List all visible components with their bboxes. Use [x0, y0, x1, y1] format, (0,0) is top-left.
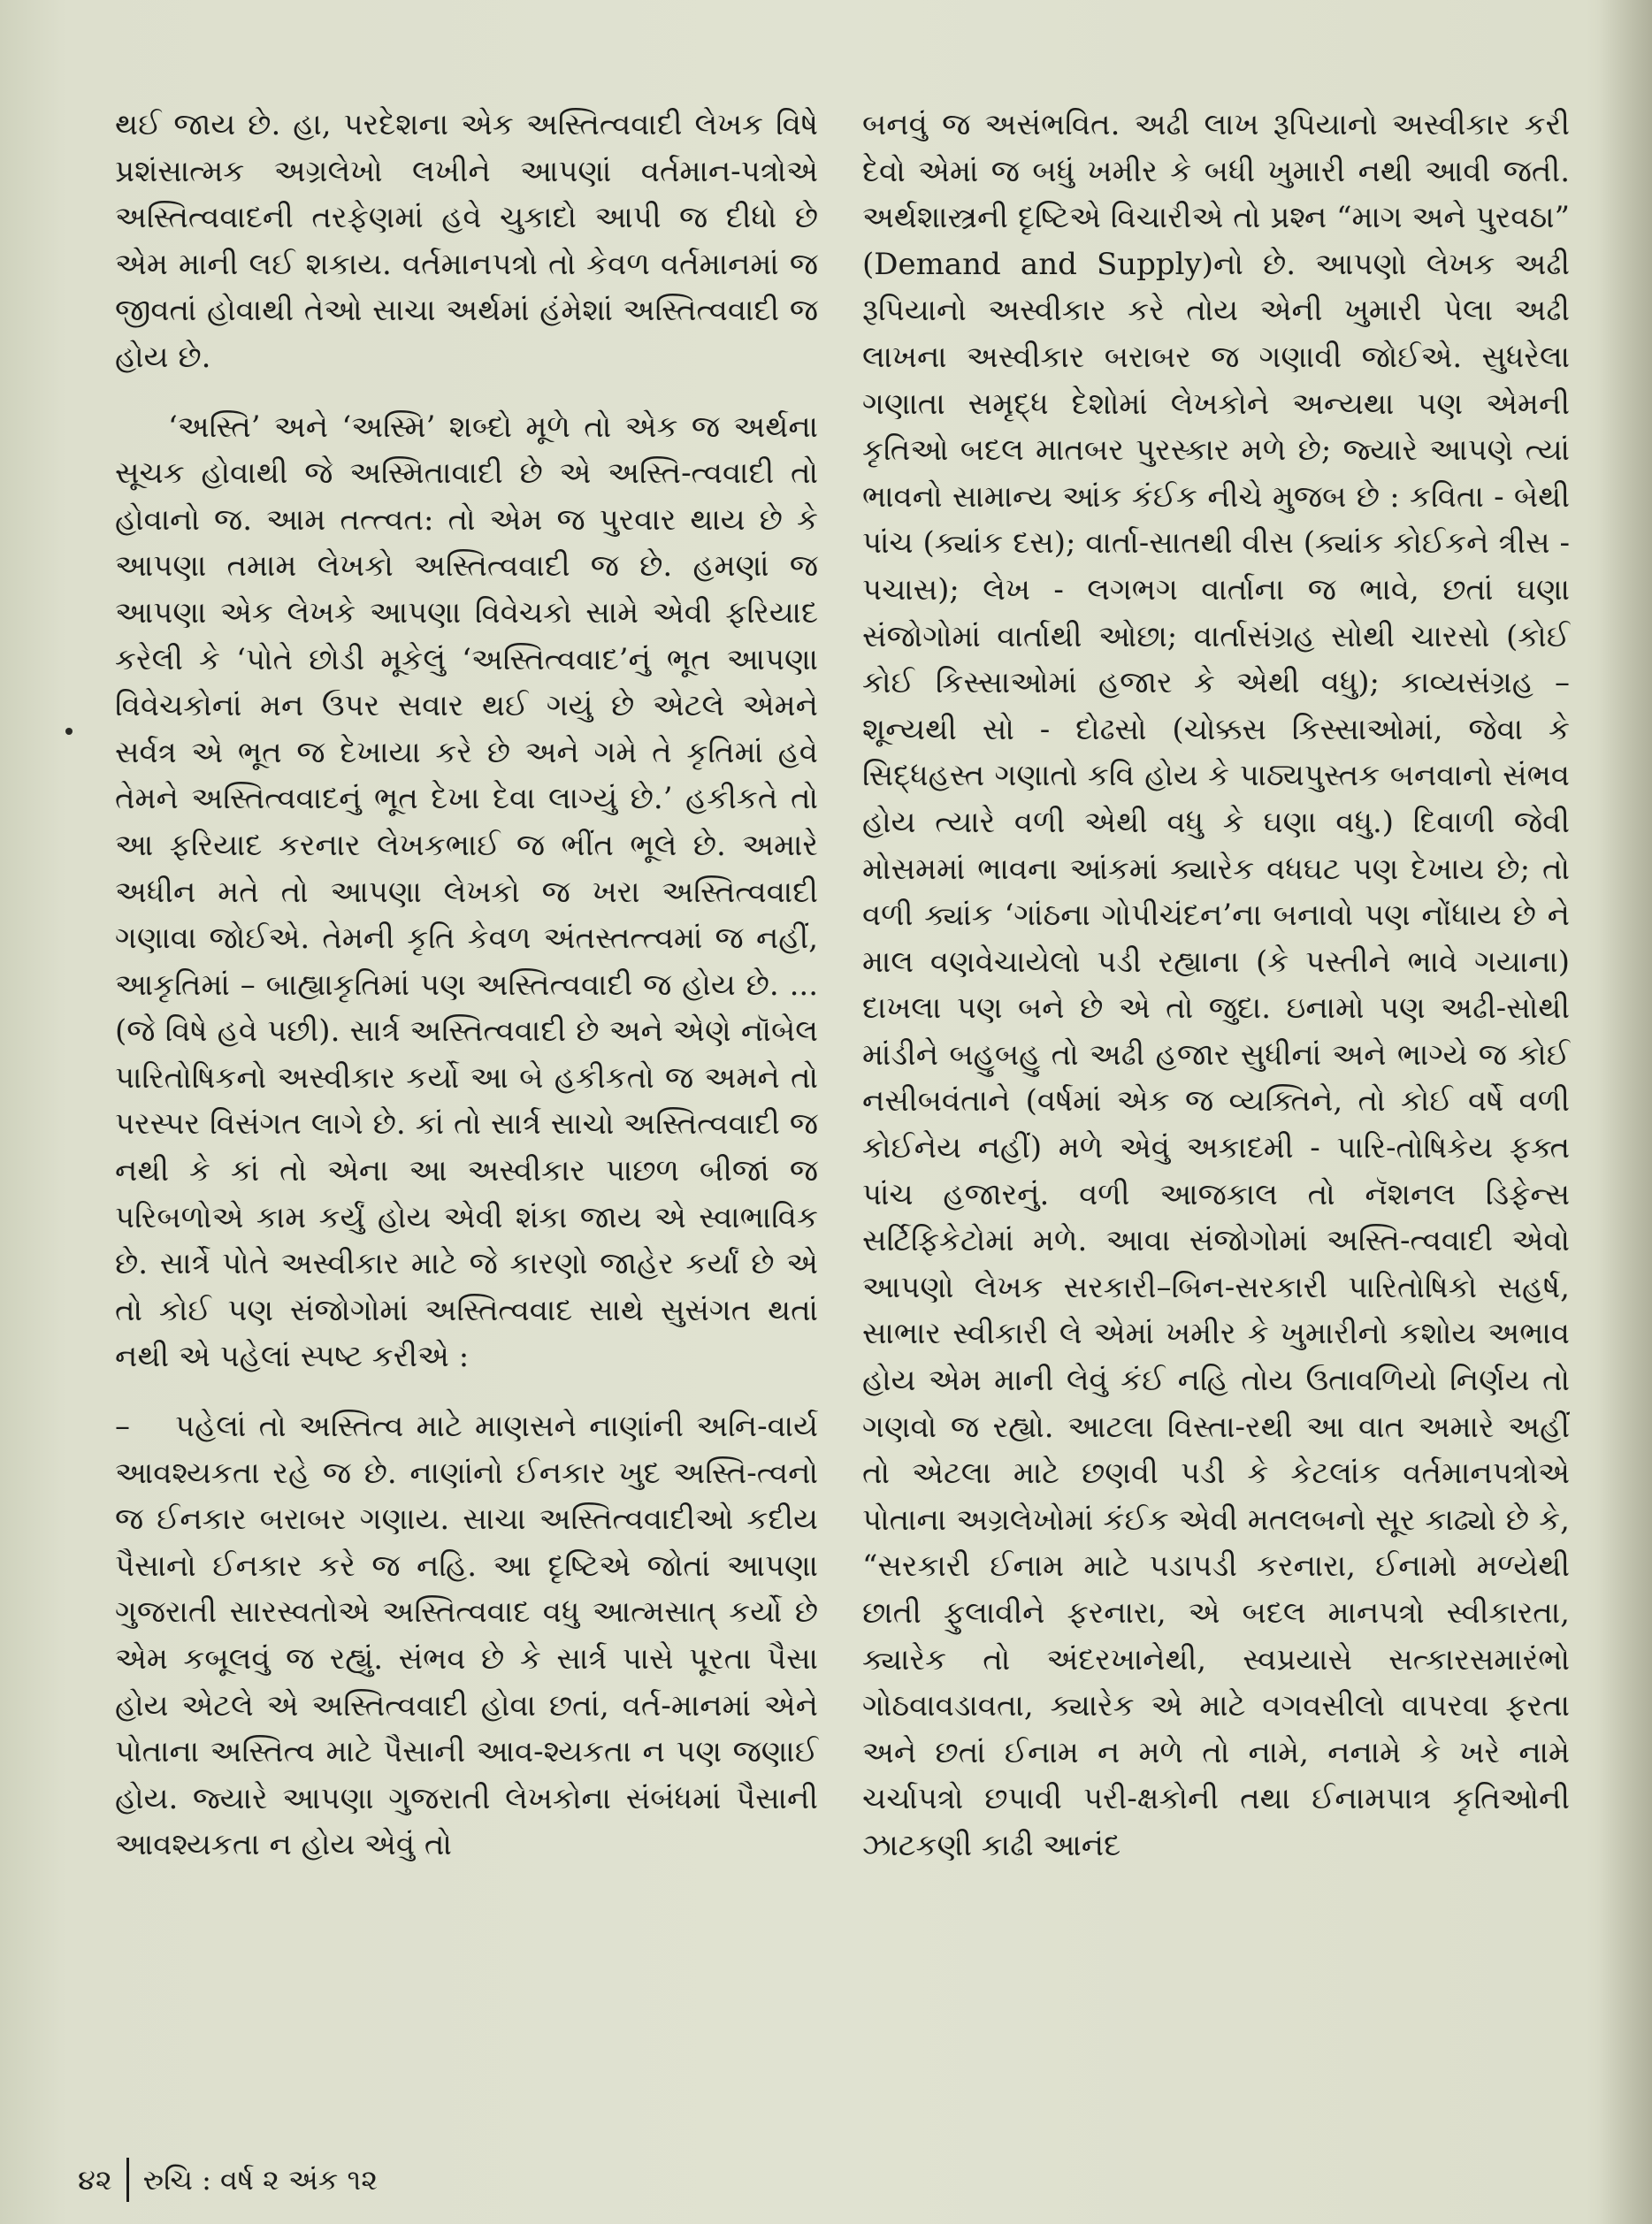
right-column	[862, 102, 1570, 1869]
list-dash: –	[115, 1409, 130, 1445]
right-paragraph-1: બનવું જ અસંભવિત. અઢી લાખ રૂપિયાનો અસ્વીકાર કરી દેવો એમાં જ બધું ખમીર કે બધી ખુમારી નથી આવી જતી. અર્થશાસ્ત્રની દૃષ્ટિએ વિચારીએ તો પ્રશ્ન “માગ અને પુરવઠા” (Demand and Supply)નો છે. આપણો લેખક અઢી રૂપિયાનો અસ્વીકાર કરે તોય એની ખુમારી પેલા અઢી લાખના અસ્વીકાર બરાબર જ ગણાવી જોઈએ. સુધરેલા ગણાતા સમૃદ્ધ દેશોમાં લેખકોને અન્યથા પણ એમની કૃતિઓ બદલ માતબર પુરસ્કાર મળે છે; જ્યારે આપણે ત્યાં ભાવનો સામાન્ય આંક કંઈક નીચે મુજબ છે : કવિતા - બેથી પાંચ (ક્યાંક દસ); વાર્તા-સાતથી વીસ (ક્યાંક કોઈકને ત્રીસ - પચાસ); લેખ - લગભગ વાર્તાના જ ભાવે, છતાં ઘણા સંજોગોમાં વાર્તાથી ઓછા; વાર્તાસંગ્રહ સોથી ચારસો (કોઈ કોઈ કિસ્સાઓમાં હજાર કે એથી વધુ); કાવ્યસંગ્રહ – શૂન્યથી સો - દોઢસો (ચોક્કસ કિસ્સાઓમાં, જેવા કે સિદ્ધહસ્ત ગણાતો કવિ હોય કે પાઠ્યપુસ્તક બનવાનો સંભવ હોય ત્યારે વળી એથી વધુ કે ઘણા વધુ.) દિવાળી જેવી મોસમમાં ભાવના આંકમાં ક્યારેક વધઘટ પણ દેખાય છે; તો વળી ક્યાંક ‘ગાંઠના ગોપીચંદન’ના બનાવો પણ નોંધાય છે ને માલ વણવેચાયેલો પડી રહ્યાના (કે પસ્તીને ભાવે ગયાના) દાખલા પણ બને છે એ તો જુદા. ઇનામો પણ અઢી-સોથી માંડીને બહુબહુ તો અઢી હજાર સુધીનાં અને ભાગ્યે જ કોઈ નસીબવંતાને (વર્ષમાં એક જ વ્યક્તિને, તો કોઈ વર્ષે વળી કોઈનેય નહીં) મળે એવું અકાદમી - પારિ-તોષિકેય ફક્ત પાંચ હજારનું. વળી આજકાલ તો નૅશનલ ડિફેન્સ સર્ટિફિકેટોમાં મળે. આવા સંજોગોમાં અસ્તિ-ત્વવાદી એવો આપણો લેખક સરકારી–બિન-સરકારી પારિતોષિકો સહર્ષ, સાભાર સ્વીકારી લે એમાં ખમીર કે ખુમારીનો કશોય અભાવ હોય એમ માની લેવું કંઈ નહિ તોય ઉતાવળિયો નિર્ણય તો ગણવો જ રહ્યો. આટલા વિસ્તા-રથી આ વાત અમારે અહીં તો એટલા માટે છણવી પડી કે કેટલાંક વર્તમાનપત્રોએ પોતાના અગ્રલેખોમાં કંઈક એવી મતલબનો સૂર કાઢ્યો છે કે, “સરકારી ઈનામ માટે પડાપડી કરનારા, ઈનામો મળ્યેથી છાતી ફુલાવીને ફરનારા, એ બદલ માનપત્રો સ્વીકારતા, ક્યારેક તો અંદરખાનેથી, સ્વપ્રયાસે સત્કારસમારંભો ગોઠવાવડાવતા, ક્યારેક એ માટે વગવસીલો વાપરવા ફરતા અને છતાં ઈનામ ન મળે તો નામે, નનામે કે ખરે નામે ચર્ચાપત્રો છપાવી પરી-ક્ષકોની તથા ઈનામપાત્ર કૃતિઓની ઝાટકણી કાઢી આનંદ	[862, 107, 1570, 1863]
left-paragraph-3-text: પહેલાં તો અસ્તિત્વ માટે માણસને નાણાંની અનિ-વાર્ય આવશ્યકતા રહે જ છે. નાણાંનો ઈનકાર ખુદ અસ્તિ-ત્વનો જ ઈનકાર બરાબર ગણાય. સાચા અસ્તિત્વવાદીઓ કદીય પૈસાનો ઈનકાર કરે જ નહિ. આ દૃષ્ટિએ જોતાં આપણા ગુજરાતી સારસ્વતોએ અસ્તિત્વવાદ વધુ આત્મસાત્ કર્યો છે એમ કબૂલવું જ રહ્યું. સંભવ છે કે સાર્ત્ર પાસે પૂરતા પૈસા હોય એટલે એ અસ્તિત્વવાદી હોવા છતાં, વર્ત-માનમાં એને પોતાના અસ્તિત્વ માટે પૈસાની આવ-શ્યકતા ન પણ જણાઈ હોય. જ્યારે આપણા ગુજરાતી લેખકોના સંબંધમાં પૈસાની આવશ્યકતા ન હોય એવું તો	[115, 1409, 818, 1863]
left-paragraph-3	[115, 1403, 818, 1869]
footer-divider	[126, 2158, 129, 2202]
left-column	[115, 102, 818, 1869]
left-paragraph-2: ‘અસ્તિ’ અને ‘અસ્મિ’ શબ્દો મૂળે તો એક જ અર્થના સૂચક હોવાથી જે અસ્મિતાવાદી છે એ અસ્તિ-ત્વવાદી તો હોવાનો જ. આમ તત્ત્વત: તો એમ જ પુરવાર થાય છે કે આપણા તમામ લેખકો અસ્તિત્વવાદી જ છે. હમણાં જ આપણા એક લેખકે આપણા વિવેચકો સામે એવી ફરિયાદ કરેલી કે ‘પોતે છોડી મૂકેલું ‘અસ્તિત્વવાદ’નું ભૂત આપણા વિવેચકોનાં મન ઉપર સવાર થઈ ગયું છે એટલે એમને સર્વત્ર એ ભૂત જ દેખાયા કરે છે અને ગમે તે કૃતિમાં હવે તેમને અસ્તિત્વવાદનું ભૂત દેખા દેવા લાગ્યું છે.’ હકીકતે તો આ ફરિયાદ કરનાર લેખકભાઈ જ ભીંત ભૂલે છે. અમારે અધીન મતે તો આપણા લેખકો જ ખરા અસ્તિત્વવાદી ગણાવા જોઈએ. તેમની કૃતિ કેવળ અંતસ્તત્ત્વમાં જ નહીં, આકૃતિમાં – બાહ્યાકૃતિમાં પણ અસ્તિત્વવાદી જ હોય છે. ... (જે વિષે હવે પછી). સાર્ત્ર અસ્તિત્વવાદી છે અને એણે નૉબેલ પારિતોષિકનો અસ્વીકાર કર્યો આ બે હકીકતો જ અમને તો પરસ્પર વિસંગત લાગે છે. કાં તો સાર્ત્ર સાચો અસ્તિત્વવાદી જ નથી કે કાં તો એના આ અસ્વીકાર પાછળ બીજાં જ પરિબળોએ કામ કર્યું હોય એવી શંકા જાય એ સ્વાભાવિક છે. સાર્ત્રે પોતે અસ્વીકાર માટે જે કારણો જાહેર કર્યાં છે એ તો કોઈ પણ સંજોગોમાં અસ્તિત્વવાદ સાથે સુસંગત થતાં નથી એ પહેલાં સ્પષ્ટ કરીએ :	[115, 409, 818, 1375]
margin-ink-dot	[65, 728, 73, 735]
publication-info: રુચિ : વર્ષ ૨ અંક ૧૨	[142, 2162, 378, 2197]
page-number: ૪૨	[78, 2162, 112, 2197]
left-paragraph-1: થઈ જાય છે. હા, પરદેશના એક અસ્તિત્વવાદી લેખક વિષે પ્રશંસાત્મક અગ્રલેખો લખીને આપણાં વર્તમાન-પત્રોએ અસ્તિત્વવાદની તરફેણમાં હવે ચુકાદો આપી જ દીધો છે એમ માની લઈ શકાય. વર્તમાનપત્રો તો કેવળ વર્તમાનમાં જ જીવતાં હોવાથી તેઓ સાચા અર્થમાં હંમેશાં અસ્તિત્વવાદી જ હોય છે.	[115, 107, 818, 375]
page-spine-shadow	[1599, 0, 1652, 2224]
page-footer	[78, 2158, 378, 2202]
